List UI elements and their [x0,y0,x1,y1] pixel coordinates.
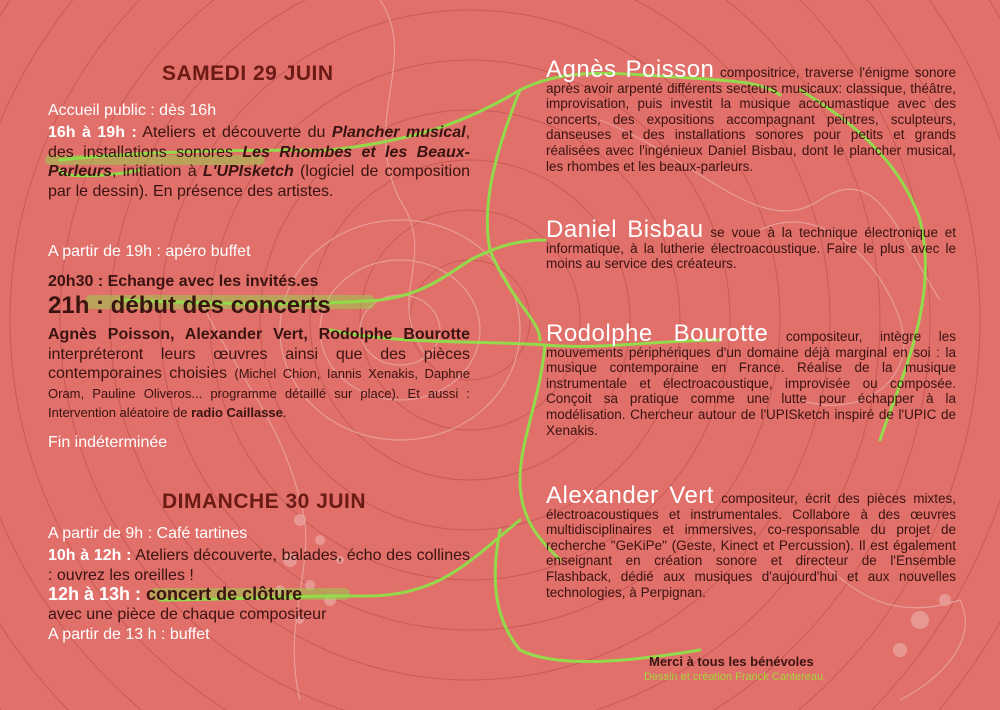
workshops-text-2: , des installations sonores [48,124,471,161]
artist-bio-text: compositeur, intègre les mouvements périphériques d'un domaine déjà marginal en soi : la musique contemporaine en France. Réalise de la musique instrumentale et électroacoustique, improvisée ou composée. Conçoit sa pratique comme une lutte pour échapper à la modélisation. Chercheur autour de l'UPISketch inspiré de l'UPIC de Xenakis. [546,329,956,438]
saturday-title: SAMEDI 29 JUIN [162,62,334,85]
artist-name: Agnès Poisson [546,56,715,83]
workshops-time: 16h à 19h : [48,124,137,141]
artist-bio-text: se voue à la technique électronique et informatique, à la lutherie électroacoustique. Faire le plus avec le moins au service des créateurs. [546,225,956,272]
sunday-closing-text: avec une pièce de chaque compositeur [48,606,327,623]
footer-credit: Dessin et création Franck Cantereau [644,671,824,683]
sunday-buffet: A partir de 13 h : buffet [48,626,210,643]
saturday-welcome: Accueil public : dès 16h [48,102,217,119]
artist-bio-agnes-poisson [546,56,956,174]
saturday-concerts: 21h : début des concerts [48,292,331,319]
saturday-exchange: 20h30 : Echange avec les invités.es [48,273,319,290]
sunday-morning [48,546,470,585]
artist-name: Daniel Bisbau [546,216,704,243]
morning-text: Ateliers découverte, balades, écho des collines : ouvrez les oreilles ! [48,547,471,584]
morning-time: 10h à 12h : [48,547,132,564]
closing-time: 12h à 13h : [48,584,147,604]
saturday-end: Fin indéterminée [48,434,168,451]
performers-names: Agnès Poisson, Alexander Vert, Rodolphe Bourotte [48,326,470,343]
radio-end: . [282,405,287,420]
footer-thanks: Merci à tous les bénévoles [649,654,814,669]
workshops-rhombes: Les Rhombes et les Beaux-Parleurs [48,143,470,180]
sunday-closing [48,584,302,605]
workshops-text-4: (logiciel de composition par le dessin). En présence des artistes. [48,163,470,200]
artist-bio-text: compositrice, traverse l'énigme sonore après avoir arpenté différents secteurs musicaux: classique, théâtre, improvisation, puis investit la musique accoumastique avec des concerts, des expositions accompagnant peintres, sculpteurs, danseuses et des installations sonores pour petits et grands réalisées avec l'ingénieux Daniel Bisbau, dont le plancher musical, les rhombes et les beaux-parleurs. [546,65,956,174]
saturday-workshops [48,123,470,201]
performers-text: interpréteront leurs œuvres ainsi que des pièces contemporaines choisies [48,345,470,382]
artist-bio-rodolphe-bourotte [546,320,956,438]
saturday-apero: A partir de 19h : apéro buffet [48,243,251,260]
closing-concert: concert de clôture [146,584,303,604]
artist-bio-text: compositeur, écrit des pièces mixtes, électroacoustiques et instrumentales. Collabore à des œuvres multidisciplinaires et immersives, co-responsable du projet de recherche "GeKiPe" (Geste, Kinect et Percussion). Il est également enseignant en création sonore et directeur de l'Ensemble Flashback, dédié aux musiques d'aujourd'hui et aux nouvelles technologies, à Perpignan. [546,491,956,600]
workshops-text-3: , initiation à [112,163,203,180]
artist-name: Rodolphe Bourotte [546,320,769,347]
artist-bio-alexander-vert [546,482,956,600]
pieces-text: (Michel Chion, Iannis Xenakis, Daphne Oram, Pauline Oliveros... programme détaillé sur place). Et aussi : Intervention aléatoire de [48,366,470,420]
radio-caillasse: radio Caillasse [191,405,283,420]
workshops-plancher: Plancher musical [331,124,466,141]
workshops-text-1: Ateliers et découverte du [136,124,332,141]
sunday-title: DIMANCHE 30 JUIN [162,490,367,513]
workshops-upisketch: L'UPIsketch [202,163,294,180]
artist-bio-daniel-bisbau [546,216,956,272]
artist-name: Alexander Vert [546,482,714,509]
sunday-breakfast: A partir de 9h : Café tartines [48,525,248,542]
saturday-performers [48,325,470,423]
